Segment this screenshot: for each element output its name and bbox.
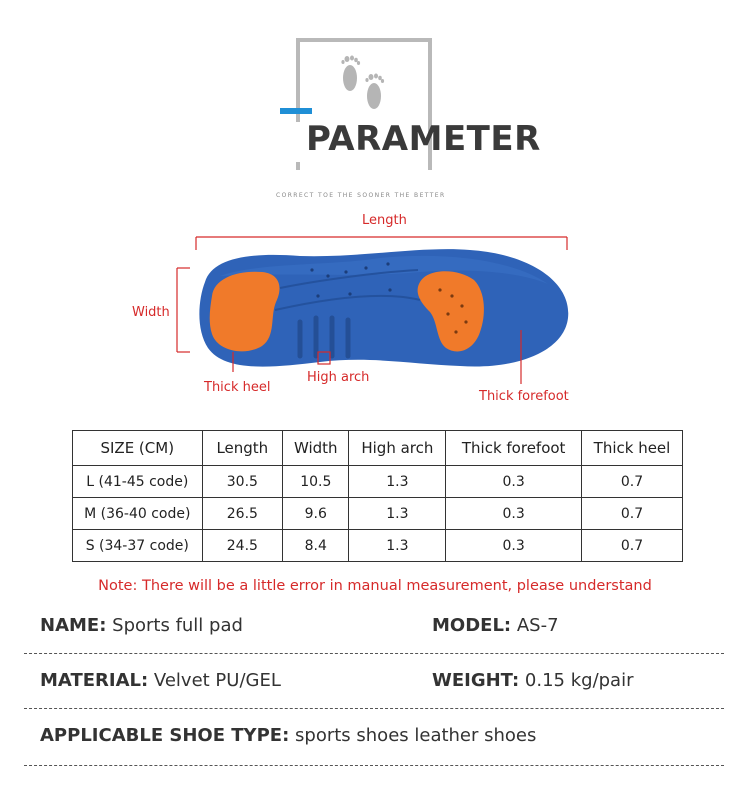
table-cell: 0.3 [446,498,582,530]
column-header: Thick forefoot [446,431,582,466]
divider [24,708,724,709]
table-cell: S (34-37 code) [73,530,203,562]
material-row [40,670,281,691]
table-row [73,530,683,562]
name-label: NAME: [40,615,107,636]
measurement-note: Note: There will be a little error in manual measurement, please understand [98,578,652,594]
name-row [40,615,243,636]
page-title: PARAMETER [306,119,541,159]
column-header: Width [283,431,349,466]
column-header: Length [202,431,283,466]
table-cell: 24.5 [202,530,283,562]
shoe-type-row [40,725,536,746]
model-row [432,615,559,636]
table-cell: 8.4 [283,530,349,562]
table-cell: L (41-45 code) [73,466,203,498]
table-cell: 30.5 [202,466,283,498]
table-cell: 0.7 [581,466,682,498]
thick-forefoot-label: Thick forefoot [479,389,569,404]
table-cell: 0.7 [581,530,682,562]
material-label: MATERIAL: [40,670,149,691]
length-bracket [196,237,567,250]
thick-heel-label: Thick heel [204,380,271,395]
weight-value: 0.15 kg/pair [524,670,634,691]
size-table [72,430,683,562]
column-header: SIZE (CM) [73,431,203,466]
model-value: AS-7 [516,615,559,636]
table-cell: 1.3 [349,498,446,530]
table-header-row [73,431,683,466]
column-header: Thick heel [581,431,682,466]
table-cell: M (36-40 code) [73,498,203,530]
divider [24,653,724,654]
table-cell: 9.6 [283,498,349,530]
table-cell: 26.5 [202,498,283,530]
table-cell: 0.3 [446,466,582,498]
material-value: Velvet PU/GEL [153,670,281,691]
page-subtitle: CORRECT TOE THE SOONER THE BETTER [276,192,446,199]
table-cell: 10.5 [283,466,349,498]
column-header: High arch [349,431,446,466]
table-cell: 1.3 [349,530,446,562]
weight-row [432,670,634,691]
table-row [73,498,683,530]
width-label: Width [132,305,170,320]
shoe-type-value: sports shoes leather shoes [295,725,537,746]
table-row [73,466,683,498]
weight-label: WEIGHT: [432,670,520,691]
high-arch-label: High arch [307,370,370,385]
name-value: Sports full pad [112,615,243,636]
table-cell: 0.3 [446,530,582,562]
shoe-type-label: APPLICABLE SHOE TYPE: [40,725,290,746]
table-cell: 0.7 [581,498,682,530]
length-label: Length [362,213,407,228]
model-label: MODEL: [432,615,512,636]
divider [24,765,724,766]
width-bracket [177,268,190,352]
table-cell: 1.3 [349,466,446,498]
